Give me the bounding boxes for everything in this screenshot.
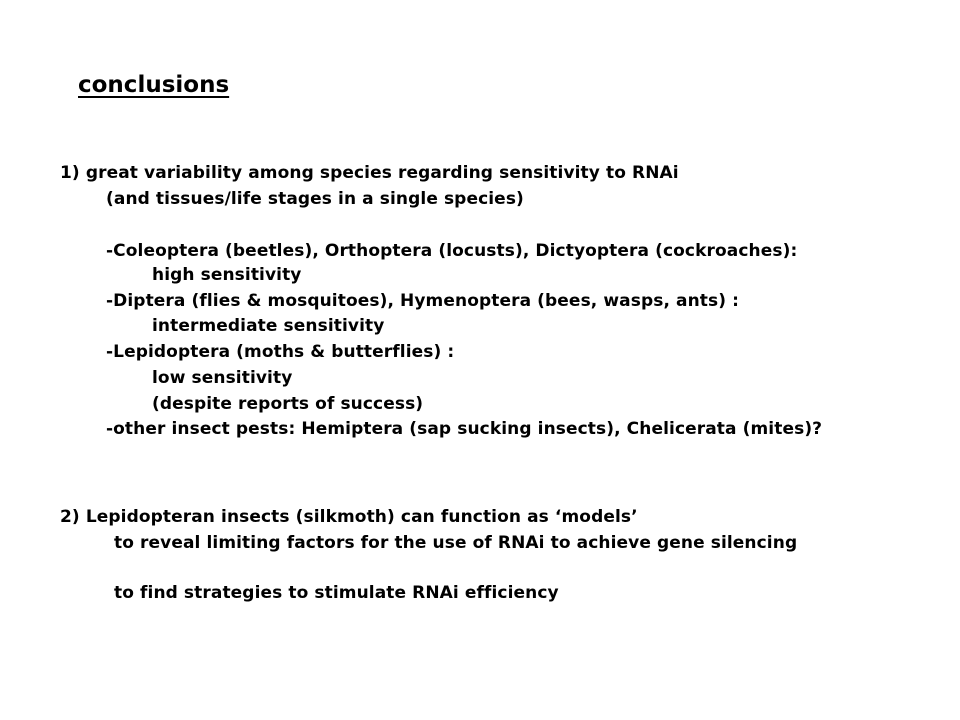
point-2-heading: 2) Lepidopteran insects (silkmoth) can function as ‘models’ [60, 507, 638, 527]
group-coleoptera: -Coleoptera (beetles), Orthoptera (locusts), Dictyoptera (cockroaches): [106, 241, 798, 261]
group-diptera: -Diptera (flies & mosquitoes), Hymenoptera (bees, wasps, ants) : [106, 291, 740, 311]
group-lepidoptera: -Lepidoptera (moths & butterflies) : [106, 342, 455, 362]
group-diptera-detail: intermediate sensitivity [152, 316, 385, 336]
point-1-subheading: (and tissues/life stages in a single species) [106, 189, 524, 209]
group-other-pests: -other insect pests: Hemiptera (sap sucking insects), Chelicerata (mites)? [106, 419, 823, 439]
point-2-line-2: to find strategies to stimulate RNAi efficiency [114, 583, 559, 603]
group-lepidoptera-note: (despite reports of success) [152, 394, 424, 414]
group-coleoptera-detail: high sensitivity [152, 265, 302, 285]
slide-title: conclusions [78, 72, 230, 98]
group-lepidoptera-detail: low sensitivity [152, 368, 293, 388]
point-1-heading: 1) great variability among species regarding sensitivity to RNAi [60, 163, 679, 183]
point-2-line-1: to reveal limiting factors for the use of RNAi to achieve gene silencing [114, 533, 798, 553]
